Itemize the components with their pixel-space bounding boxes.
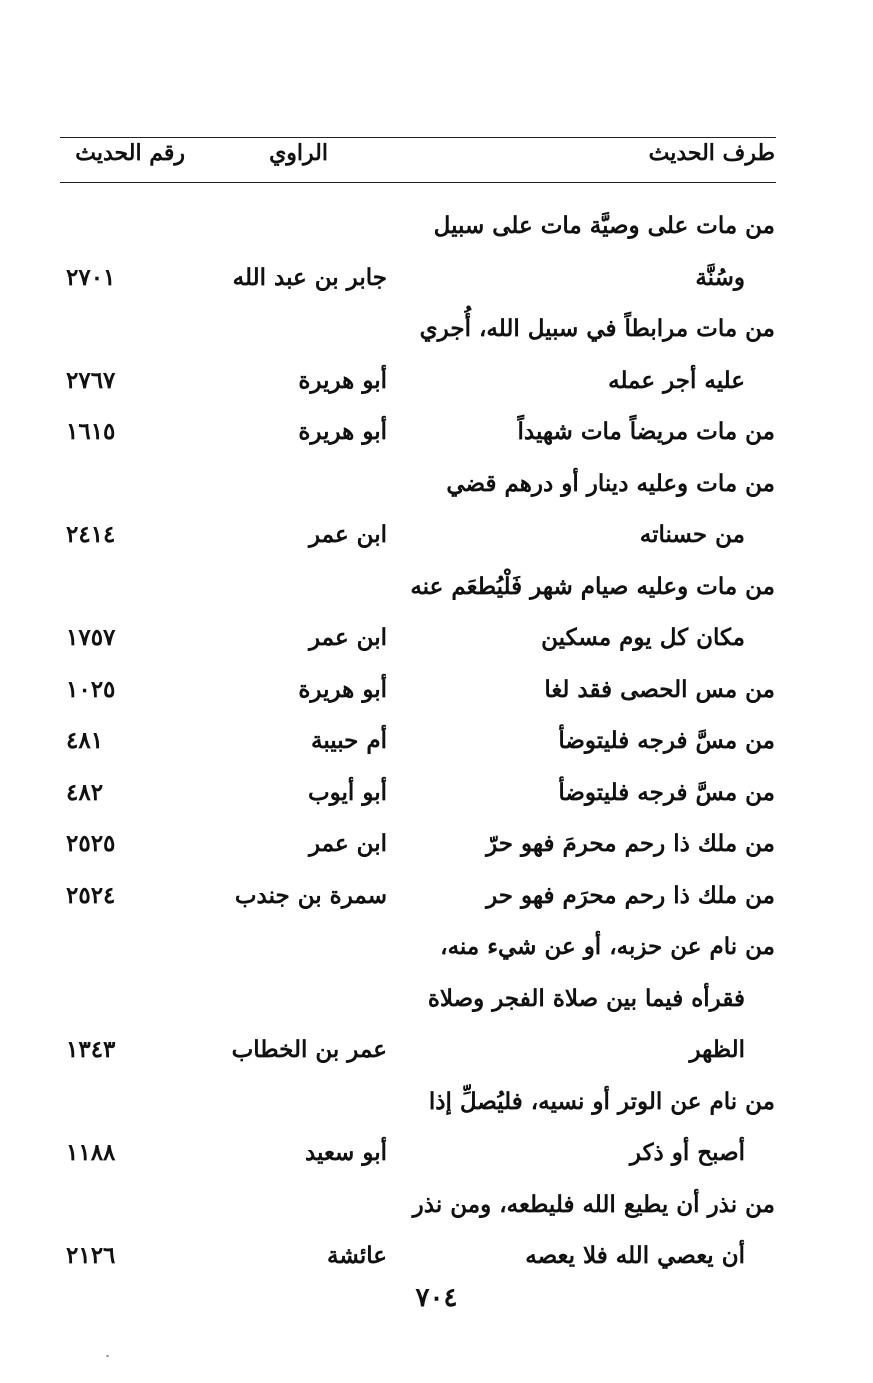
- hadith-text: من نذر أن يطيع الله فليطعه، ومن نذر: [412, 1190, 775, 1218]
- index-line: [0, 406, 873, 458]
- narrator-name: عائشة: [327, 1242, 387, 1269]
- index-line: [0, 200, 873, 252]
- hadith-number: ٢٤١٤: [66, 521, 116, 548]
- narrator-name: ابن عمر: [308, 624, 387, 651]
- hadith-number: ٢٥٢٤: [66, 881, 116, 909]
- index-line: [0, 1179, 873, 1231]
- hadith-number: ١٣٤٣: [66, 1036, 116, 1063]
- index-line: [0, 1024, 873, 1076]
- hadith-text: من مات وعليه صيام شهر فَلْيُطعَم عنه: [410, 572, 775, 600]
- header-bottom-rule: [60, 182, 776, 183]
- hadith-text: من ملك ذا رحم محرمَ فهو حرّ: [486, 830, 775, 857]
- hadith-text: من حسناته: [639, 521, 745, 548]
- index-line: [0, 767, 873, 819]
- header-narrator-label: الراوي: [269, 140, 328, 166]
- header-number-label: رقم الحديث: [75, 140, 185, 166]
- hadith-text: من ملك ذا رحم محرَم فهو حر: [486, 881, 775, 909]
- hadith-number: ١٠٢٥: [66, 675, 116, 703]
- hadith-number: ١٦١٥: [66, 418, 116, 445]
- hadith-text: مكان كل يوم مسكين: [541, 624, 745, 651]
- narrator-name: أبو أيوب: [307, 778, 387, 806]
- hadith-text: من نام عن الوتر أو نسيه، فليُصلِّ إذا: [428, 1087, 775, 1115]
- hadith-number: ٢٧٦٧: [66, 366, 116, 394]
- narrator-name: أبو سعيد: [304, 1139, 387, 1166]
- index-line: [0, 1127, 873, 1179]
- index-line: [0, 355, 873, 407]
- hadith-number: ٢٧٠١: [66, 263, 116, 291]
- hadith-text: من مسَّ فرجه فليتوضأ: [558, 727, 775, 754]
- index-line: [0, 870, 873, 922]
- narrator-name: أبو هريرة: [298, 366, 387, 394]
- narrator-name: جابر بن عبد الله: [232, 263, 387, 291]
- index-line: [0, 973, 873, 1025]
- narrator-name: ابن عمر: [308, 830, 387, 857]
- narrator-name: أبو هريرة: [298, 418, 387, 445]
- hadith-text: من مات مرابطاً في سبيل الله، أُجري: [419, 315, 775, 342]
- hadith-text: وسُنَّة: [695, 263, 745, 291]
- hadith-number: ١١٨٨: [66, 1139, 116, 1166]
- index-line: [0, 303, 873, 355]
- header-top-rule: [60, 137, 776, 138]
- narrator-name: ابن عمر: [308, 521, 387, 548]
- hadith-number: ٤٨٢: [66, 778, 104, 806]
- hadith-number: ٢١٢٦: [66, 1242, 116, 1269]
- hadith-number: ٤٨١: [66, 727, 104, 754]
- hadith-text: من مسَّ فرجه فليتوضأ: [558, 778, 775, 806]
- index-line: [0, 921, 873, 973]
- hadith-text: من مات على وصيَّة مات على سبيل: [433, 212, 775, 239]
- index-line: [0, 458, 873, 510]
- page-number: ٧٠٤: [415, 1283, 458, 1313]
- hadith-text: فقرأه فيما بين صلاة الفجر وصلاة: [427, 984, 745, 1012]
- hadith-number: ٢٥٢٥: [66, 830, 116, 857]
- hadith-text: من مات مريضاً مات شهيداً: [517, 418, 775, 445]
- header-hadith-label: طرف الحديث: [648, 140, 775, 166]
- narrator-name: عمر بن الخطاب: [231, 1036, 387, 1063]
- index-line: [0, 1230, 873, 1282]
- hadith-text: الظهر: [689, 1036, 745, 1063]
- narrator-name: أبو هريرة: [298, 675, 387, 703]
- hadith-text: من مس الحصى فقد لغا: [544, 675, 775, 703]
- narrator-name: سمرة بن جندب: [234, 881, 387, 909]
- index-line: [0, 561, 873, 613]
- index-line: [0, 252, 873, 304]
- index-line: [0, 818, 873, 870]
- index-line: [0, 664, 873, 716]
- index-line: [0, 1076, 873, 1128]
- hadith-text: عليه أجر عمله: [608, 366, 745, 394]
- narrator-name: أم حبيبة: [310, 727, 387, 754]
- hadith-text: أن يعصي الله فلا يعصه: [525, 1242, 745, 1269]
- hadith-text: من نام عن حزبه، أو عن شيء منه،: [440, 933, 775, 960]
- scan-speck: [106, 1355, 109, 1357]
- index-line: [0, 509, 873, 561]
- index-line: [0, 715, 873, 767]
- hadith-text: أصبح أو ذكر: [629, 1139, 745, 1166]
- hadith-text: من مات وعليه دينار أو درهم قضي: [446, 469, 775, 497]
- hadith-number: ١٧٥٧: [66, 624, 116, 651]
- index-line: [0, 612, 873, 664]
